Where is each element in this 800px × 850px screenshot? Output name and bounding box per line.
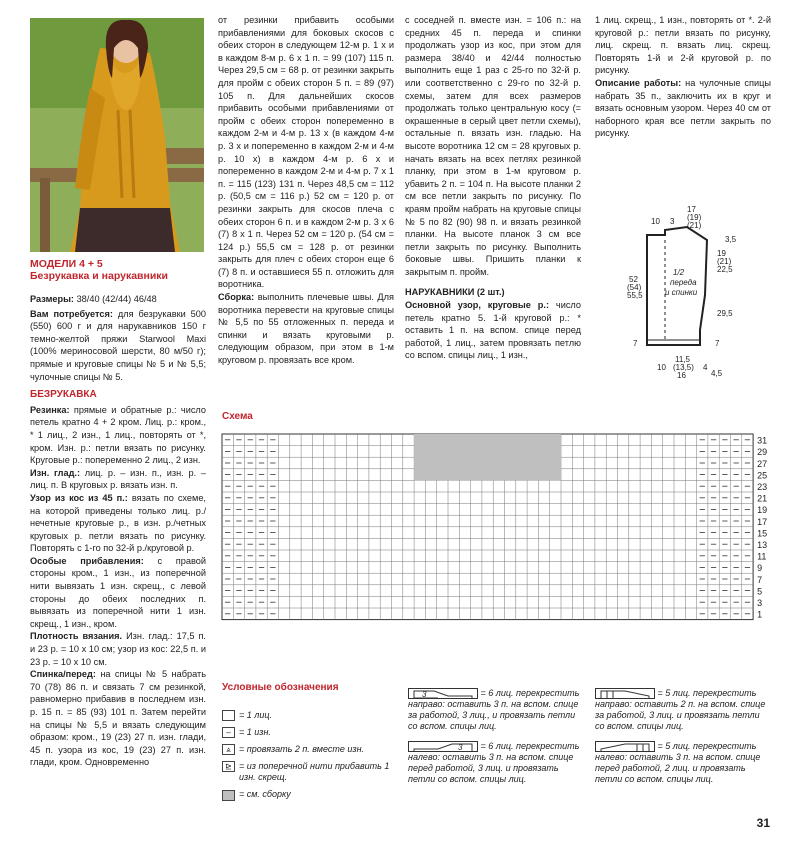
schem-side3: 22,5 [717,265,733,274]
cable-chart [220,432,780,632]
legend-purl: = 1 изн. [239,727,271,738]
model-photo-image [30,18,204,252]
materials-text: для безрукавки 500 (550) 600 г и для нарукавников 150 г темно-желтой пряжи Starwool Maxi (100% мериносовой шерсти, 80 м/50 г); прямые и круговые спицы № 5 и № 5,5; чулочные спицы № 5. [30,308,206,382]
column-3 [405,14,581,362]
see-symbol [222,790,235,801]
p2tog-symbol: ⩓ [222,744,235,755]
stst-label: Изн. глад.: [30,467,81,478]
legend-c6l: = 6 лиц. перекрестить налево: оставить 3 п. на вспом. спице перед работой, 3 лиц. и провязать петли со вспом. спицы лиц. [408,741,580,785]
garment-schematic [615,200,785,380]
chart-row-label: 27 [757,458,768,469]
sizes-text: 38/40 (42/44) 46/48 [76,294,157,304]
schem-side2: (21) [717,257,732,266]
cable-6r-number: 3 [422,690,427,700]
schem-bottom-f: 4,5 [711,369,723,378]
chart-row-label: 3 [757,598,763,608]
materials-label: Вам потребуется: [30,308,113,319]
schem-center-3: и спинки [665,288,698,297]
schem-wtop2: (19) [687,213,702,222]
cable-5l-symbol [595,741,655,752]
column-4 [595,14,771,140]
schem-wtop: 17 [687,205,696,214]
assembly-text: выполнить плечевые швы. Для воротника перевести на круговые спицы № 5,5 по 55 отложенных п. переда и спинки и вязать круговыми р. следующим образом, при этом в 1-м круговом р. провязать все кром. [218,292,394,366]
cable-text: вязать по схеме, на которой приведены только лиц. р./нечетные круговые р., в изн. р./четных круговых р. петли вязать по рисунку. Повторять с 1-го по 32-й р./круговой р. [30,492,206,554]
inc-text: с правой стороны кром., 1 изн., из поперечной нити вывязать 1 изн. скрещ., с левой стороны до обеих последних п. вывязать из поперечной нити 1 изн. скрещ., 1 изн., кром. [30,555,206,629]
chart-row-label: 9 [757,563,763,574]
legend-basic [222,710,392,801]
legend-cable-6r [408,688,586,732]
models-title [30,258,168,282]
legend-title: Условные обозначения [222,682,339,693]
legend-knit: = 1 лиц. [239,710,272,720]
chart-row-label: 21 [757,493,768,504]
schem-center-1: 1/2 [673,268,685,277]
assembly-label: Сборка: [218,292,255,303]
legend-c6r: = 6 лиц. перекрестить направо: оставить 3 п. на вспом. спице за работой, 3 лиц., и провязать петли со вспом. спицы лиц. [408,688,580,732]
cable-label: Узор из кос из 45 п.: [30,492,128,503]
schem-len2: (54) [627,283,642,292]
inc-symbol: ⊵ [222,761,235,772]
inc-label: Особые прибавления: [30,555,144,566]
schem-bottom-c: (13,5) [673,363,694,372]
schem-len1: 52 [629,275,638,284]
chart-row-label: 13 [757,540,768,550]
rib-text: прямые и обратные р.: число петель кратно 4 + 2 кром. Лиц. р.: кром., * 1 лиц., 2 изн., 1 лиц., повторять от *, кром. Изн. р.: петли вязать по рисунку. Круговые р.: попеременно 2 лиц., 2 изн. [30,404,206,466]
chart-shade [414,434,561,480]
cable-6l-symbol [408,741,478,752]
back-text: на спицы № 5 набрать 70 (78) 86 п. и связать 7 см резинкой, равномерно прибавив в последнем изн. р. 15 п. = 85 (93) 101 п. Затем перейти на спицы № 5,5 и вязать следующим образом: кром., 19 (23) 27 п. изн. глади, 45 п. узора из кос, 19 (23) 27 п. изн. глади, кром. Одновременно [30,669,206,768]
desc-text: на чулочные спицы набрать 35 п., заключить их в круг и вязать основным узором. Через 40 см от наборного края все петли закрыть по рисунку. [595,77,771,139]
cuffs-title: НАРУКАВНИКИ (2 шт.) [405,287,505,298]
legend-cable-5l [595,741,771,785]
cable-6l-number: 3 [458,743,463,753]
chart-row-label: 1 [757,609,763,620]
chart-row-label: 5 [757,586,763,597]
schem-bottom-d: 16 [677,371,686,380]
schem-bottom-a: 10 [657,363,666,372]
schem-bottom-b: 11,5 [675,355,690,364]
schem-d35: 3,5 [725,235,737,244]
models-subheading: Безрукавка и нарукавники [30,270,169,282]
chart-row-label: 11 [757,551,767,562]
schem-lower: 29,5 [717,309,733,318]
chart-row-label: 15 [757,528,768,539]
col3-text: с соседней п. вместе изн. = 106 п.: на средних 45 п. переда и спинки продолжать узор из кос, при этом для размера 38/40 и 42/44 полностью выполнить еще 1 раз с 25-го по 32-й р. или соответственно с 29-го по 32-й р. схемы, затем для всех размеров продолжать только центральную косу (= окрашенные в серый цвет петли схемы), остальные п. вязать изн. гладью. На высоте воротника 12 см = 28 круговых р. начать вязать на всех петлях резинкой планку, при этом в 1-м круговом р. убавить 2 п. = 104 п. На высоте планки 2 см все петли закрыть по рисунку. По краям пройм набрать на круговые спицы № 5 по 82 (90) 98 п. и вязать резинкой планки. На высоте планок 3 см все петли закрыть по рисунку. Выполнить боковые швы. Пришить планки к закрытым п. пройм. [405,15,581,277]
legend-inc: = из поперечной нити прибавить 1 изн. скрещ. [239,761,390,783]
knit-symbol [222,710,235,721]
gauge-label: Плотность вязания. [30,631,123,642]
chart-row-label: 7 [757,574,763,585]
schema-title: Схема [222,411,253,422]
desc-label: Описание работы: [595,77,682,88]
schem-len3: 55,5 [627,291,643,300]
legend-cable-6l [408,741,586,785]
legend-cable-5r [595,688,771,732]
schem-center-2: переда [670,278,697,287]
sizes-label: Размеры: [30,294,74,304]
legend-c5r: = 5 лиц. перекрестить направо: оставить 2 п. на вспом. спице за работой, 3 лиц. и провязать петли со вспом. спицы лиц. [595,688,766,732]
models-heading: МОДЕЛИ 4 + 5 [30,258,103,270]
pattern-label: Основной узор, круговые р.: [405,300,549,311]
vest-title: БЕЗРУКАВКА [30,389,97,401]
chart-row-labels [757,436,767,620]
cable-6r-symbol [408,688,478,699]
stst-text: лиц. р. – изн. п., изн. р. – лиц. п. В круговых р. вязать изн. п. [30,467,206,491]
column-2 [218,14,394,367]
chart-row-label: 29 [757,447,768,458]
chart-row-label: 19 [757,505,768,516]
shaded-cable-area [414,434,561,480]
back-label: Спинка/перед: [30,669,96,680]
col2-text: от резинки прибавить особыми прибавлениями для боковых скосов с обеих сторон в следующем 12-м р. 1 x и в каждом 8-м р. 6 x 1 п. = 99 (107) 115 п. Через 29,5 см = 68 р. от резинки закрыть для пройм с обеих сторон 5 п. = 89 (97) 105 п. Для дальнейших скосов прибавить особыми прибавлениями от пройм с обеих сторон попеременно в каждом 2-м и 4-м р. 13 x (в каждом 4-м р. 3 x и попеременно в каждом 2-м и 4-м р. 10 x) в каждом 4-м р. 6 x и попеременно в каждом 2-м и 4-м р. 7 x 1 п. = 115 (123) 131 п. Через 48,5 см = 112 р. (50,5 см = 116 р.) 52 см = 120 р. от резинки закрыть для скосов плеча с обеих сторон 6 п. и в каждом 2-м р. 3 x 6 (7) 8 x 1 п. Через 52 см = 120 р. (54 см = 124 р.) 55,5 см = 128 р. от резинки закрыть для плеч с обеих сторон еще 6 (7) 8 п. и оставшиеся 55 п. отложить для воротника. [218,15,394,290]
chart-row-label: 31 [757,435,768,446]
purl-symbol: – [222,727,235,738]
chart-row-label: 25 [757,470,768,481]
legend-see: = см. сборку [239,789,291,800]
schem-rib-right: 7 [715,339,720,348]
col4-text: 1 лиц. скрещ., 1 изн., повторять от *. 2-й круговой р.: петли вязать по рисунку, лиц. скрещ. п. вязать лиц. скрещ. Повторять 1-й и 2-й круговой р. по рисунку. [595,15,771,76]
legend-c5l: = 5 лиц. перекрестить налево: оставить 3 п. на вспом. спице перед работой, 2 лиц. и провязать петли со вспом. спицы лиц. [595,741,761,785]
pattern-text: число петель кратно 5. 1-й круговой р.: * оставить 1 п. на вспом. спице перед работой, 1 лиц., затем провязать петлю со вспом. спицы лиц., 1 изн., [405,300,581,361]
chart-row-label: 23 [757,482,768,492]
schem-neck-b: 3 [670,217,675,226]
schem-neck-a: 10 [651,217,660,226]
schem-side1: 19 [717,249,726,258]
schem-rib-left: 7 [633,339,638,348]
cable-5r-symbol [595,688,655,699]
schem-bottom-e: 4 [703,363,708,372]
page-number: 31 [756,816,770,830]
rib-label: Резинка: [30,404,70,415]
legend-p2tog: = провязать 2 п. вместе изн. [239,744,365,755]
column-1 [30,293,206,769]
gauge-text: Изн. глад.: 17,5 п. и 23 р. = 10 x 10 см; узор из кос: 22,5 п. и 23 р. = 10 x 10 см. [30,631,206,667]
chart-row-label: 17 [757,516,768,527]
schem-wtop3: (21) [687,221,702,230]
model-photo [30,18,204,252]
